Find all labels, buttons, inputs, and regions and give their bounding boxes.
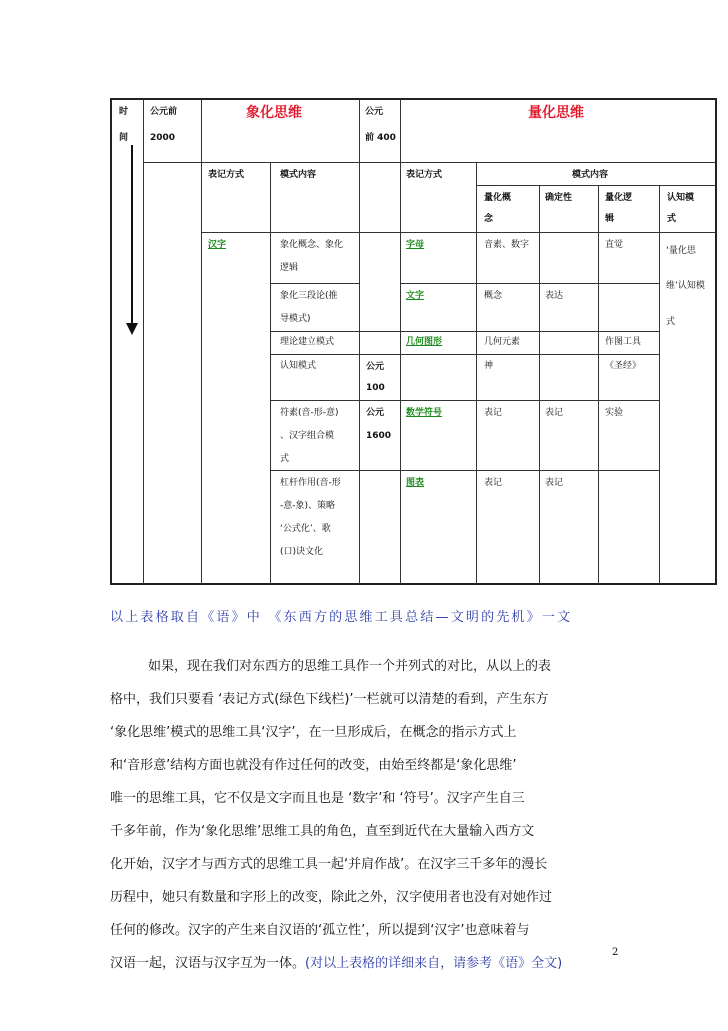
year-ad1600-b: 1600 — [366, 431, 392, 441]
cognitive-mode-header-2: 式 — [667, 214, 677, 224]
liang-thinking-title: 量化思维 — [528, 105, 584, 121]
paragraph-line — [110, 947, 622, 980]
grid-line — [270, 400, 659, 401]
math-c1: 表记 — [484, 408, 503, 418]
xiang-thinking-title: 象化思维 — [246, 105, 302, 121]
page-number: 2 — [612, 947, 619, 958]
left-row-5c: 式 — [280, 454, 290, 464]
body-paragraph — [110, 650, 622, 980]
grid-line — [270, 470, 659, 471]
paragraph-line: ‘象化思维’模式的思维工具‘汉字’，在一旦形成后，在概念的指示方式上 — [110, 725, 517, 740]
alphabet-c3: 直觉 — [605, 240, 624, 250]
grid-line — [598, 185, 599, 584]
geometry-c1: 几何元素 — [484, 337, 521, 347]
quant-concept-header: 量化概 — [484, 193, 512, 203]
grid-line — [201, 232, 716, 233]
cognitive-a: ‘量化思 — [666, 246, 696, 256]
writing-c2: 表达 — [545, 291, 564, 301]
right-content-header: 模式内容 — [572, 170, 609, 180]
grid-line — [476, 185, 716, 186]
table-caption: 以上表格取自《语》中 《东西方的思维工具总结—文明的先机》一文 — [110, 610, 573, 625]
cognitive-b: 维’认知模 — [666, 281, 705, 291]
grid-line — [400, 283, 659, 284]
bible-cell: 《圣经》 — [605, 361, 642, 371]
year-bc2000-b: 2000 — [150, 133, 176, 143]
left-row-5a: 符素(音-形-意) — [280, 408, 339, 418]
grid-line — [476, 163, 477, 584]
timeline-arrow-shaft — [131, 145, 133, 325]
paragraph-line: 和‘音形意’结构方面也就没有作过任何的改变，由始至终都是‘象化思维’ — [110, 758, 517, 773]
grid-line — [143, 99, 144, 584]
math-symbol-notation: 数学符号 — [406, 408, 443, 418]
paragraph-line: 任何的修改。汉字的产生来自汉语的‘孤立性’，所以提到‘汉字’也意味着与 — [110, 923, 530, 938]
grid-line — [659, 185, 660, 584]
paragraph-line: 如果，现在我们对东西方的思维工具作一个并列式的对比，从以上的表 — [148, 659, 552, 674]
left-row-1a: 象化概念、象化 — [280, 240, 344, 250]
god-cell: 神 — [484, 361, 494, 371]
paragraph-text: 汉语一起，汉语与汉字互为一体。 — [110, 956, 306, 971]
left-row-2b: 导模式) — [280, 314, 311, 324]
quant-logic-header: 量化逻 — [605, 193, 633, 203]
hanzi-notation: 汉字 — [208, 240, 227, 250]
grid-line — [400, 99, 401, 584]
year-bc2000-a: 公元前 — [150, 107, 178, 117]
grid-line — [270, 354, 659, 355]
year-ad100-a: 公元 — [366, 362, 385, 372]
year-bc400-b: 前 400 — [365, 133, 396, 143]
alphabet-c1: 音素、数字 — [484, 240, 530, 250]
left-row-1b: 逻辑 — [280, 263, 299, 273]
right-notation-header: 表记方式 — [406, 170, 443, 180]
certainty-header: 确定性 — [545, 193, 573, 203]
writing-c1: 概念 — [484, 291, 503, 301]
left-row-6b: -意-象)、策略 — [280, 501, 336, 511]
grid-line — [539, 185, 540, 584]
left-row-6d: (口)诀文化 — [280, 547, 324, 557]
geometry-c3: 作图工具 — [605, 337, 642, 347]
left-content-header: 模式内容 — [280, 170, 317, 180]
chart-c1: 表记 — [484, 478, 503, 488]
cognitive-mode-header: 认知模 — [667, 193, 695, 203]
alphabet-notation: 字母 — [406, 240, 425, 250]
left-row-5b: 、汉字组合模 — [280, 431, 335, 441]
paragraph-line: 唯一的思维工具，它不仅是文字而且也是 ‘数字’和 ‘符号’。汉字产生自三 — [110, 791, 525, 806]
year-bc400-a: 公元 — [365, 107, 384, 117]
grid-line — [201, 99, 202, 584]
cognitive-c: 式 — [666, 317, 676, 327]
left-notation-header: 表记方式 — [208, 170, 245, 180]
left-row-3: 理论建立模式 — [280, 337, 335, 347]
writing-notation: 文字 — [406, 291, 425, 301]
left-row-2a: 象化三段论(推 — [280, 291, 338, 301]
paragraph-line: 历程中，她只有数量和字形上的改变，除此之外，汉字使用者也没有对她作过 — [110, 890, 553, 905]
year-ad100-b: 100 — [366, 383, 385, 393]
reference-note: (对以上表格的详细来自，请参考《语》全文) — [305, 956, 563, 971]
left-row-4: 认知模式 — [280, 361, 317, 371]
quant-logic-header-2: 辑 — [605, 214, 615, 224]
quant-concept-header-2: 念 — [484, 214, 494, 224]
left-row-6c: ‘公式化’、歌 — [280, 524, 331, 534]
time-label-2: 间 — [119, 133, 129, 143]
chart-notation: 图表 — [406, 478, 425, 488]
year-ad1600-a: 公元 — [366, 408, 385, 418]
grid-line — [143, 162, 716, 163]
time-label-1: 时 — [119, 107, 129, 117]
paragraph-line: 格中，我们只要看 ‘表记方式(绿色下线栏)’一栏就可以清楚的看到，产生东方 — [110, 692, 549, 707]
geometry-notation: 几何图形 — [406, 337, 443, 347]
math-c2: 表记 — [545, 408, 564, 418]
chart-c2: 表记 — [545, 478, 564, 488]
grid-line — [270, 163, 271, 584]
math-c3: 实验 — [605, 408, 624, 418]
paragraph-line: 化开始，汉字才与西方式的思维工具一起‘并肩作战’。在汉字三千多年的漫长 — [110, 857, 548, 872]
grid-line — [270, 283, 359, 284]
grid-line — [359, 99, 360, 584]
left-row-6a: 杠杆作用(音-形 — [280, 478, 341, 488]
timeline-arrow-head-icon — [126, 323, 138, 335]
paragraph-line: 千多年前，作为‘象化思维’思维工具的角色，直至到近代在大量输入西方文 — [110, 824, 535, 839]
